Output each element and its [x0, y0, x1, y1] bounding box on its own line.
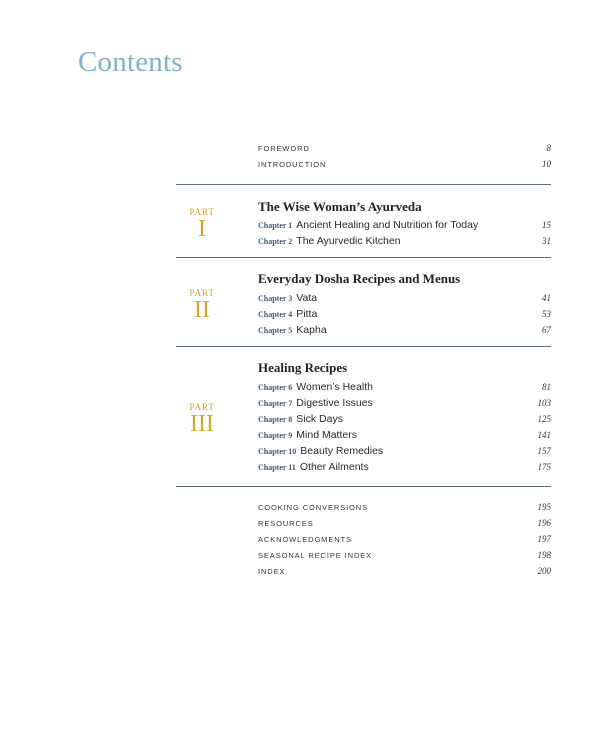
toc-entry-chapter-10[interactable] [258, 441, 551, 457]
toc-entry-resources[interactable] [258, 518, 551, 534]
entry-label: SEASONAL RECIPE INDEX [258, 551, 373, 560]
page-number: 175 [537, 462, 551, 472]
chapter-number: Chapter 8 [258, 415, 293, 424]
chapter-title: Digestive Issues [296, 397, 373, 409]
toc-entry-chapter-8[interactable] [258, 409, 551, 425]
toc-entry-seasonal-recipe-index[interactable] [258, 550, 551, 566]
page-number: 81 [542, 382, 551, 392]
chapter-title: Other Ailments [299, 461, 369, 473]
page-number: 15 [542, 220, 551, 230]
page-number: 67 [542, 325, 551, 335]
page-number: 141 [537, 430, 551, 440]
chapter-title: The Ayurvedic Kitchen [296, 235, 401, 247]
toc-entry-chapter-1[interactable] [258, 215, 551, 231]
part-numeral: III [190, 411, 214, 437]
part-label-2 [176, 289, 228, 321]
part-label-1 [176, 208, 228, 240]
divider [176, 184, 551, 185]
chapter-title: Mind Matters [296, 429, 357, 441]
chapter-number: Chapter 5 [258, 326, 293, 335]
part-word: PART [189, 289, 215, 299]
divider [176, 257, 551, 258]
toc-entry-acknowledgments[interactable] [258, 534, 551, 550]
page-number: 197 [537, 534, 551, 544]
chapter-title: Pitta [296, 308, 318, 320]
toc-entry-chapter-4[interactable] [258, 304, 551, 320]
page-number: 125 [537, 414, 551, 424]
page-number: 53 [542, 309, 551, 319]
toc-entry-chapter-7[interactable] [258, 393, 551, 409]
toc-entry-index[interactable] [258, 566, 551, 582]
part-word: PART [189, 208, 215, 218]
entry-label: INDEX [258, 567, 286, 576]
chapter-number: Chapter 11 [258, 463, 296, 472]
toc-entry-chapter-2[interactable] [258, 231, 551, 247]
chapter-title: Women’s Health [296, 381, 373, 393]
toc-entry-cooking-conversions[interactable] [258, 502, 551, 518]
toc-entry-chapter-3[interactable] [258, 288, 551, 304]
page-number: 103 [537, 398, 551, 408]
chapter-number: Chapter 7 [258, 399, 293, 408]
contents-title: Contents [78, 46, 183, 78]
entry-label: INTRODUCTION [258, 160, 327, 169]
toc-entry-chapter-9[interactable] [258, 425, 551, 441]
page-number: 196 [537, 518, 551, 528]
divider [176, 486, 551, 487]
part-numeral: II [194, 297, 210, 323]
entry-label: FOREWORD [258, 144, 310, 153]
part-title-2: Everyday Dosha Recipes and Menus [258, 271, 461, 286]
entry-label: ACKNOWLEDGMENTS [258, 535, 352, 544]
chapter-title: Beauty Remedies [300, 445, 384, 457]
part-label-3 [176, 403, 228, 435]
part-title-3: Healing Recipes [258, 360, 348, 375]
chapter-number: Chapter 6 [258, 383, 293, 392]
page-number: 8 [546, 143, 551, 153]
chapter-number: Chapter 4 [258, 310, 293, 319]
toc-entry-chapter-6[interactable] [258, 377, 551, 393]
page-number: 195 [537, 502, 551, 512]
page-number: 31 [542, 236, 551, 246]
toc-entry-chapter-5[interactable] [258, 320, 551, 336]
chapter-title: Vata [296, 292, 318, 304]
toc-entry-foreword[interactable] [258, 143, 551, 159]
divider [176, 346, 551, 347]
chapter-title: Ancient Healing and Nutrition for Today [296, 219, 479, 231]
part-numeral: I [198, 216, 206, 242]
chapter-number: Chapter 10 [258, 447, 297, 456]
chapter-title: Sick Days [296, 413, 343, 425]
page-number: 41 [542, 293, 551, 303]
page-number: 157 [537, 446, 551, 456]
entry-label: COOKING CONVERSIONS [258, 503, 369, 512]
page-number: 200 [537, 566, 551, 576]
part-word: PART [189, 403, 215, 413]
chapter-number: Chapter 3 [258, 294, 293, 303]
chapter-number: Chapter 1 [258, 221, 293, 230]
page-number: 10 [542, 159, 551, 169]
part-title-1: The Wise Woman’s Ayurveda [258, 199, 422, 214]
toc-entry-introduction[interactable] [258, 159, 551, 175]
chapter-title: Kapha [296, 324, 327, 336]
entry-label: RESOURCES [258, 519, 314, 528]
page-number: 198 [537, 550, 551, 560]
chapter-number: Chapter 2 [258, 237, 293, 246]
toc-entry-chapter-11[interactable] [258, 457, 551, 473]
chapter-number: Chapter 9 [258, 431, 293, 440]
